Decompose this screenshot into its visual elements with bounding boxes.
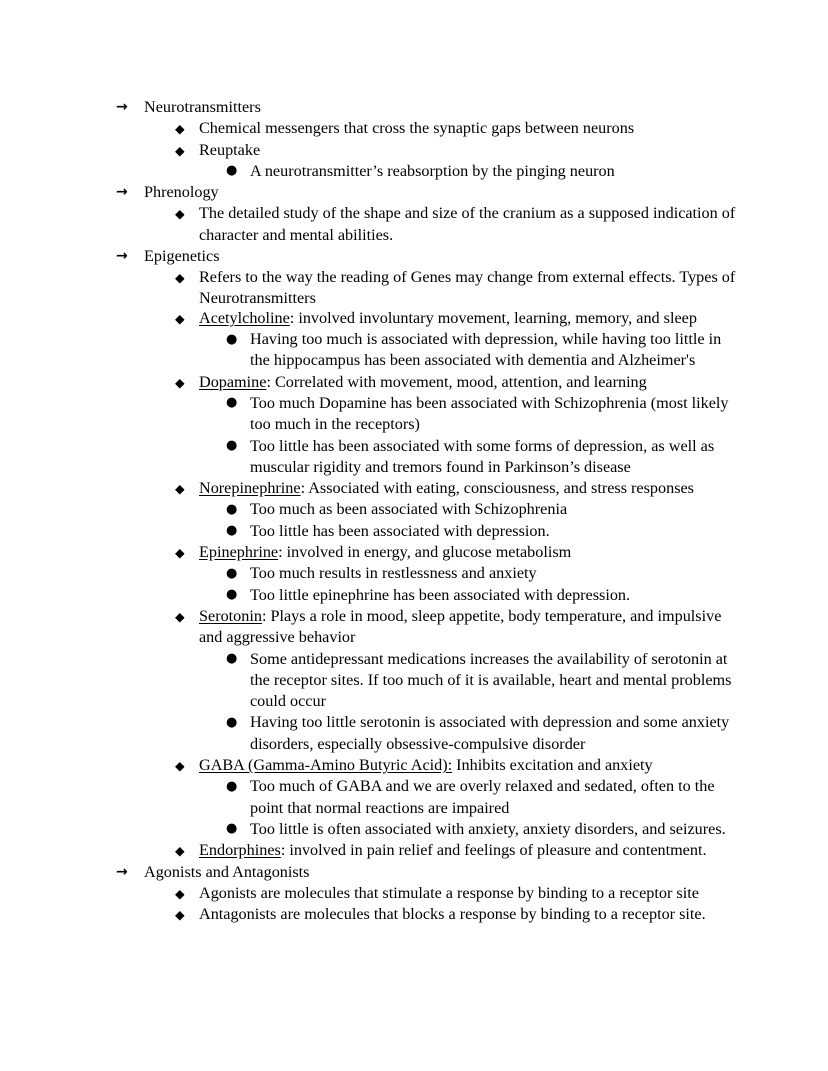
neurotransmitter-term: Acetylcholine: [199, 308, 290, 327]
neurotransmitter-term: Serotonin: [199, 606, 262, 625]
outline-item-l3: [226, 436, 736, 479]
outline-item-l3: [226, 585, 736, 606]
notes-outline: [116, 97, 736, 925]
diamond-bullet-icon: ◆: [175, 270, 185, 286]
outline-item-text: [199, 542, 736, 563]
outline-item-l3: [226, 329, 736, 372]
outline-item-l3: [226, 776, 736, 819]
dot-bullet-icon: ●: [226, 163, 238, 179]
outline-item-l2: [175, 203, 736, 246]
outline-item-l2: [175, 267, 736, 307]
arrow-bullet-icon: →: [116, 184, 127, 201]
outline-item-l2: [175, 140, 736, 161]
outline-item-text: Epigenetics: [144, 247, 220, 266]
arrow-bullet-icon: →: [116, 863, 127, 880]
outline-item-l3: [226, 563, 736, 584]
dot-bullet-icon: ●: [226, 714, 238, 730]
outline-item-text: Too much Dopamine has been associated with Schizophrenia (most likely too much in the receptors): [250, 393, 729, 434]
outline-item-text: Too much as been associated with Schizophrenia: [250, 500, 568, 519]
diamond-bullet-icon: ◆: [175, 885, 185, 901]
dot-bullet-icon: ●: [226, 438, 238, 454]
neurotransmitter-description: : Correlated with movement, mood, attention, and learning: [266, 372, 647, 391]
neurotransmitter-description: : involved involuntary movement, learning, memory, and sleep: [289, 308, 697, 327]
dot-bullet-icon: ●: [226, 565, 238, 581]
outline-item-text: A neurotransmitter’s reabsorption by the pinging neuron: [250, 161, 615, 180]
diamond-bullet-icon: ◆: [175, 907, 185, 923]
neurotransmitter-description: : Associated with eating, consciousness, and stress responses: [300, 479, 694, 498]
neurotransmitter-description: : involved in energy, and glucose metabolism: [278, 543, 572, 562]
outline-item-text: Refers to the way the reading of Genes may change from external effects. Types of Neurotransmitters: [199, 268, 736, 307]
neurotransmitter-description: : Plays a role in mood, sleep appetite, body temperature, and impulsive and aggressive behavior: [199, 606, 722, 647]
outline-item-text: Agonists are molecules that stimulate a response by binding to a receptor site: [199, 883, 699, 902]
outline-item-l2: [175, 372, 736, 393]
arrow-bullet-icon: →: [116, 99, 127, 115]
outline-item-l3: [226, 393, 736, 436]
outline-item-text: Too little epinephrine has been associated with depression.: [250, 585, 631, 604]
outline-item-text: Too little is often associated with anxiety, anxiety disorders, and seizures.: [250, 819, 726, 838]
outline-item-text: [199, 308, 736, 329]
dot-bullet-icon: ●: [226, 778, 238, 794]
outline-item-l2: [175, 755, 736, 776]
outline-item-text: [199, 606, 736, 649]
outline-item-l3: [226, 521, 736, 542]
neurotransmitter-term: Dopamine: [199, 372, 267, 391]
dot-bullet-icon: ●: [226, 331, 238, 347]
dot-bullet-icon: ●: [226, 587, 238, 603]
outline-item-l2: [175, 883, 736, 904]
arrow-bullet-icon: →: [116, 248, 127, 265]
diamond-bullet-icon: ◆: [175, 608, 185, 624]
dot-bullet-icon: ●: [226, 501, 238, 517]
neurotransmitter-description: : involved in pain relief and feelings of pleasure and contentment.: [280, 841, 707, 860]
dot-bullet-icon: ●: [226, 523, 238, 539]
outline-item-text: Too much of GABA and we are overly relaxed and sedated, often to the point that normal reactions are impaired: [250, 777, 715, 817]
dot-bullet-icon: ●: [226, 651, 238, 667]
outline-item-l3: [226, 161, 736, 182]
diamond-bullet-icon: ◆: [175, 545, 185, 561]
outline-item-l2: [175, 904, 736, 925]
neurotransmitter-description: Inhibits excitation and anxiety: [452, 756, 653, 775]
outline-item-l1: [116, 862, 736, 883]
diamond-bullet-icon: ◆: [175, 481, 185, 497]
dot-bullet-icon: ●: [226, 821, 238, 837]
diamond-bullet-icon: ◆: [175, 758, 185, 774]
diamond-bullet-icon: ◆: [175, 374, 185, 390]
neurotransmitter-term: Endorphines: [199, 841, 281, 860]
outline-item-l1: [116, 182, 736, 203]
diamond-bullet-icon: ◆: [175, 206, 185, 222]
outline-item-l2: [175, 478, 736, 499]
outline-item-l1: [116, 97, 736, 118]
outline-item-text: Having too little serotonin is associated with depression and some anxiety disorders, especially obsessive-compulsive disorder: [250, 713, 730, 753]
outline-item-text: Having too much is associated with depression, while having too little in the hippocampus has been associated with dementia and Alzheimer's: [250, 330, 722, 370]
outline-item-l3: [226, 819, 736, 840]
outline-item-l3: [226, 649, 736, 713]
outline-item-text: Too little has been associated with depression.: [250, 521, 550, 540]
diamond-bullet-icon: ◆: [175, 121, 185, 137]
diamond-bullet-icon: ◆: [175, 310, 185, 326]
outline-item-text: [199, 372, 736, 393]
outline-item-text: Antagonists are molecules that blocks a response by binding to a receptor site.: [199, 905, 706, 924]
outline-item-l3: [226, 499, 736, 520]
outline-item-text: Agonists and Antagonists: [144, 862, 310, 881]
neurotransmitter-term: Epinephrine: [199, 543, 279, 562]
outline-item-l3: [226, 712, 736, 755]
dot-bullet-icon: ●: [226, 395, 238, 411]
outline-item-l1: [116, 246, 736, 267]
outline-item-text: Chemical messengers that cross the synaptic gaps between neurons: [199, 119, 635, 138]
outline-item-text: Phrenology: [144, 183, 219, 202]
outline-item-text: [199, 755, 736, 776]
neurotransmitter-term: Norepinephrine: [199, 479, 301, 498]
outline-item-l2: [175, 118, 736, 139]
diamond-bullet-icon: ◆: [175, 142, 185, 158]
outline-item-text: Some antidepressant medications increases the availability of serotonin at the receptor sites. If too much of it is available, heart and mental problems could occur: [250, 649, 732, 711]
neurotransmitter-term: GABA (Gamma-Amino Butyric Acid):: [199, 756, 453, 775]
outline-item-text: Too little has been associated with some forms of depression, as well as muscular rigidity and tremors found in Parkinson’s disease: [250, 436, 715, 476]
outline-item-l2: [175, 542, 736, 563]
outline-item-l2: [175, 308, 736, 329]
outline-item-text: The detailed study of the shape and size of the cranium as a supposed indication of character and mental abilities.: [199, 204, 736, 244]
outline-item-text: Neurotransmitters: [144, 98, 261, 116]
outline-item-l2: [175, 606, 736, 649]
outline-item-text: [199, 840, 736, 861]
outline-item-text: [199, 478, 736, 499]
diamond-bullet-icon: ◆: [175, 843, 185, 859]
outline-item-text: Reuptake: [199, 140, 261, 159]
outline-item-text: Too much results in restlessness and anxiety: [250, 564, 537, 583]
outline-item-l2: [175, 840, 736, 861]
